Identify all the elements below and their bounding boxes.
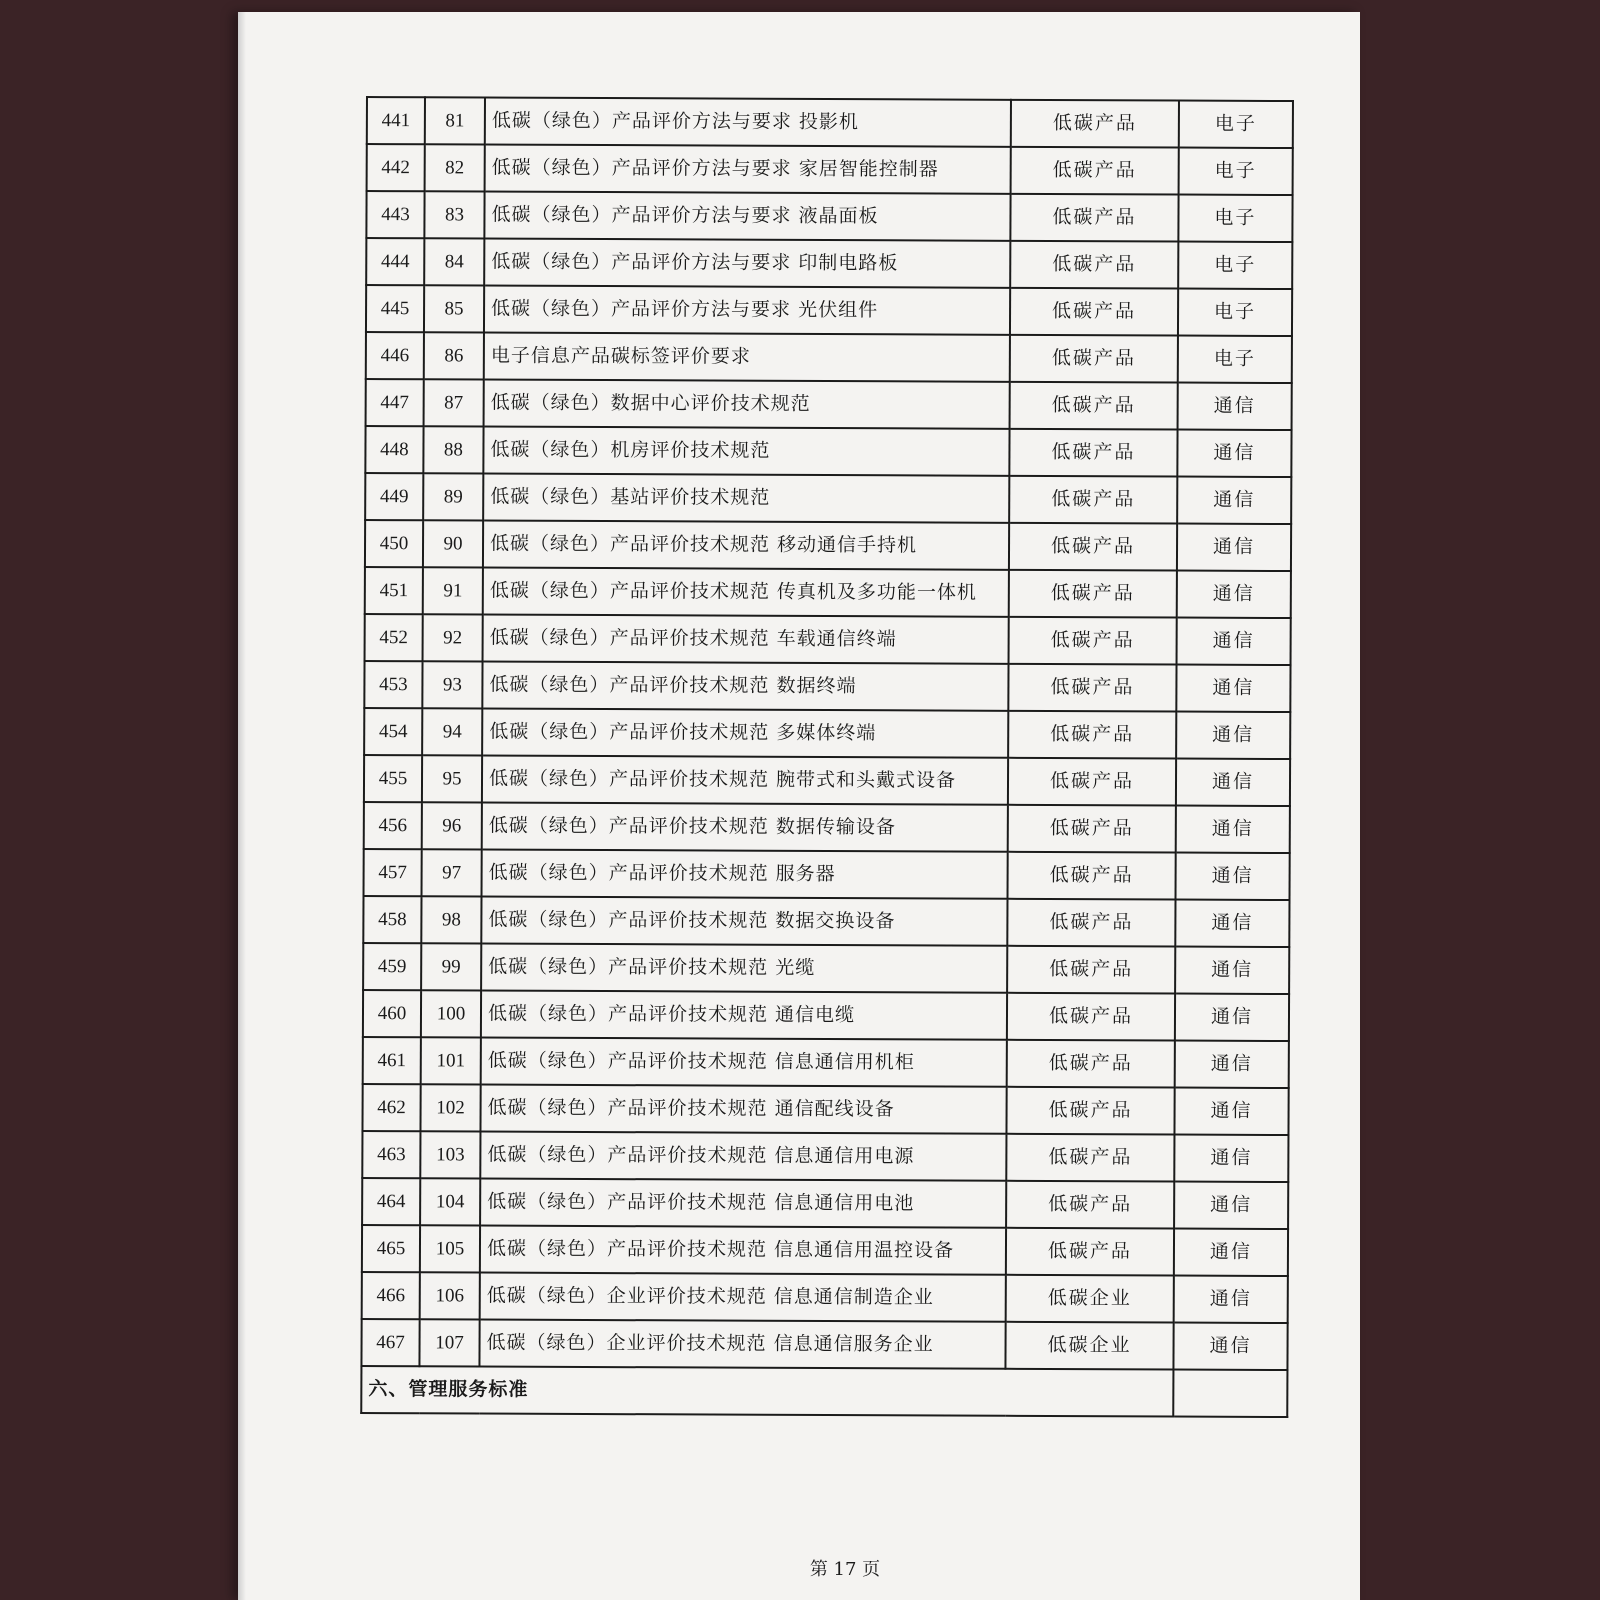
row-number-cell: 447 bbox=[366, 379, 424, 426]
sequence-cell: 90 bbox=[423, 520, 483, 567]
field-cell: 通信 bbox=[1176, 759, 1290, 806]
sequence-cell: 95 bbox=[422, 755, 482, 802]
category-cell: 低碳产品 bbox=[1007, 1040, 1175, 1088]
row-number-cell: 465 bbox=[362, 1225, 420, 1272]
empty-cell bbox=[1173, 1370, 1287, 1417]
field-cell: 通信 bbox=[1174, 1276, 1288, 1323]
row-number-cell: 458 bbox=[363, 896, 421, 943]
sequence-cell: 82 bbox=[425, 144, 485, 191]
sequence-cell: 92 bbox=[423, 614, 483, 661]
row-number-cell: 452 bbox=[365, 614, 423, 661]
row-number-cell: 441 bbox=[367, 97, 425, 144]
row-number-cell: 454 bbox=[364, 708, 422, 755]
sequence-cell: 100 bbox=[421, 990, 481, 1037]
field-cell: 通信 bbox=[1176, 806, 1290, 853]
field-cell: 通信 bbox=[1174, 1135, 1288, 1182]
category-cell: 低碳产品 bbox=[1006, 1181, 1174, 1229]
row-number-cell: 444 bbox=[366, 238, 424, 285]
field-cell: 通信 bbox=[1177, 430, 1291, 477]
row-number-cell: 449 bbox=[365, 473, 423, 520]
field-cell: 通信 bbox=[1174, 1182, 1288, 1229]
field-cell: 通信 bbox=[1177, 571, 1291, 618]
section-heading: 六、管理服务标准 bbox=[361, 1366, 1173, 1417]
table-row bbox=[367, 97, 1293, 148]
sequence-cell: 87 bbox=[424, 379, 484, 426]
row-number-cell: 459 bbox=[363, 943, 421, 990]
row-number-cell: 464 bbox=[362, 1178, 420, 1225]
category-cell: 低碳产品 bbox=[1011, 147, 1179, 195]
category-cell: 低碳企业 bbox=[1005, 1322, 1173, 1370]
table-row bbox=[365, 473, 1291, 524]
table-row bbox=[366, 238, 1292, 289]
standard-title-cell: 低碳（绿色）产品评价技术规范 信息通信用电池 bbox=[480, 1179, 1006, 1228]
table-row bbox=[365, 567, 1291, 618]
row-number-cell: 455 bbox=[364, 755, 422, 802]
category-cell: 低碳产品 bbox=[1008, 852, 1176, 900]
table-body bbox=[361, 97, 1293, 1417]
sequence-cell: 101 bbox=[421, 1037, 481, 1084]
row-number-cell: 448 bbox=[365, 426, 423, 473]
row-number-cell: 460 bbox=[363, 990, 421, 1037]
table-row bbox=[365, 426, 1291, 477]
row-number-cell: 466 bbox=[362, 1272, 420, 1319]
standard-title-cell: 低碳（绿色）产品评价技术规范 通信配线设备 bbox=[480, 1085, 1006, 1134]
table-row bbox=[366, 191, 1292, 242]
category-cell: 低碳企业 bbox=[1006, 1275, 1174, 1323]
table-row bbox=[364, 708, 1290, 759]
standard-title-cell: 低碳（绿色）产品评价技术规范 移动通信手持机 bbox=[483, 521, 1009, 570]
category-cell: 低碳产品 bbox=[1010, 241, 1178, 289]
field-cell: 通信 bbox=[1177, 477, 1291, 524]
sequence-cell: 99 bbox=[421, 943, 481, 990]
row-number-cell: 450 bbox=[365, 520, 423, 567]
standard-title-cell: 低碳（绿色）产品评价方法与要求 投影机 bbox=[485, 98, 1011, 147]
sequence-cell: 84 bbox=[424, 238, 484, 285]
row-number-cell: 442 bbox=[367, 144, 425, 191]
standards-table bbox=[360, 96, 1294, 1418]
sequence-cell: 102 bbox=[420, 1084, 480, 1131]
field-cell: 通信 bbox=[1175, 1041, 1289, 1088]
field-cell: 电子 bbox=[1178, 195, 1292, 242]
field-cell: 通信 bbox=[1174, 1088, 1288, 1135]
standard-title-cell: 低碳（绿色）产品评价方法与要求 光伏组件 bbox=[484, 286, 1010, 335]
table-row bbox=[365, 520, 1291, 571]
table-row bbox=[362, 1084, 1288, 1135]
field-cell: 通信 bbox=[1176, 665, 1290, 712]
category-cell: 低碳产品 bbox=[1007, 946, 1175, 994]
standard-title-cell: 低碳（绿色）产品评价技术规范 数据交换设备 bbox=[481, 897, 1007, 946]
standard-title-cell: 低碳（绿色）产品评价技术规范 腕带式和头戴式设备 bbox=[482, 756, 1008, 805]
row-number-cell: 463 bbox=[362, 1131, 420, 1178]
sequence-cell: 88 bbox=[423, 426, 483, 473]
row-number-cell: 456 bbox=[364, 802, 422, 849]
field-cell: 电子 bbox=[1179, 148, 1293, 195]
sequence-cell: 107 bbox=[419, 1319, 479, 1366]
standard-title-cell: 低碳（绿色）企业评价技术规范 信息通信服务企业 bbox=[479, 1320, 1005, 1369]
sequence-cell: 94 bbox=[422, 708, 482, 755]
category-cell: 低碳产品 bbox=[1008, 758, 1176, 806]
sequence-cell: 96 bbox=[422, 802, 482, 849]
category-cell: 低碳产品 bbox=[1008, 711, 1176, 759]
sequence-cell: 105 bbox=[420, 1225, 480, 1272]
standard-title-cell: 低碳（绿色）基站评价技术规范 bbox=[483, 474, 1009, 523]
sequence-cell: 97 bbox=[422, 849, 482, 896]
category-cell: 低碳产品 bbox=[1010, 335, 1178, 383]
standard-title-cell: 低碳（绿色）产品评价方法与要求 液晶面板 bbox=[484, 192, 1010, 241]
sequence-cell: 85 bbox=[424, 285, 484, 332]
table-row bbox=[366, 379, 1292, 430]
category-cell: 低碳产品 bbox=[1008, 805, 1176, 853]
field-cell: 通信 bbox=[1177, 524, 1291, 571]
category-cell: 低碳产品 bbox=[1010, 382, 1178, 430]
standard-title-cell: 低碳（绿色）产品评价方法与要求 家居智能控制器 bbox=[485, 145, 1011, 194]
standard-title-cell: 低碳（绿色）产品评价技术规范 服务器 bbox=[482, 850, 1008, 899]
standard-title-cell: 低碳（绿色）产品评价技术规范 通信电缆 bbox=[481, 991, 1007, 1040]
standard-title-cell: 低碳（绿色）产品评价技术规范 传真机及多功能一体机 bbox=[483, 568, 1009, 617]
sequence-cell: 93 bbox=[422, 661, 482, 708]
page-number: 第 17 页 bbox=[809, 1559, 881, 1580]
standard-title-cell: 低碳（绿色）产品评价技术规范 车载通信终端 bbox=[483, 615, 1009, 664]
field-cell: 通信 bbox=[1175, 994, 1289, 1041]
sequence-cell: 83 bbox=[424, 191, 484, 238]
table-row bbox=[364, 755, 1290, 806]
section-heading-row bbox=[361, 1366, 1287, 1417]
table-row bbox=[367, 144, 1293, 195]
row-number-cell: 457 bbox=[364, 849, 422, 896]
sequence-cell: 103 bbox=[420, 1131, 480, 1178]
standard-title-cell: 电子信息产品碳标签评价要求 bbox=[484, 333, 1010, 382]
field-cell: 电子 bbox=[1178, 242, 1292, 289]
field-cell: 通信 bbox=[1176, 712, 1290, 759]
standard-title-cell: 低碳（绿色）产品评价技术规范 信息通信用机柜 bbox=[481, 1038, 1007, 1087]
row-number-cell: 445 bbox=[366, 285, 424, 332]
table-row bbox=[361, 1319, 1287, 1370]
field-cell: 通信 bbox=[1177, 618, 1291, 665]
standard-title-cell: 低碳（绿色）企业评价技术规范 信息通信制造企业 bbox=[480, 1273, 1006, 1322]
category-cell: 低碳产品 bbox=[1009, 476, 1177, 524]
field-cell: 通信 bbox=[1174, 1229, 1288, 1276]
category-cell: 低碳产品 bbox=[1009, 429, 1177, 477]
field-cell: 通信 bbox=[1175, 947, 1289, 994]
category-cell: 低碳产品 bbox=[1007, 993, 1175, 1041]
row-number-cell: 443 bbox=[366, 191, 424, 238]
sequence-cell: 91 bbox=[423, 567, 483, 614]
standard-title-cell: 低碳（绿色）产品评价技术规范 信息通信用温控设备 bbox=[480, 1226, 1006, 1275]
category-cell: 低碳产品 bbox=[1006, 1134, 1174, 1182]
table-row bbox=[363, 896, 1289, 947]
standard-title-cell: 低碳（绿色）产品评价技术规范 信息通信用电源 bbox=[480, 1132, 1006, 1181]
table-row bbox=[362, 1178, 1288, 1229]
field-cell: 电子 bbox=[1179, 101, 1293, 148]
standard-title-cell: 低碳（绿色）数据中心评价技术规范 bbox=[484, 380, 1010, 429]
sequence-cell: 89 bbox=[423, 473, 483, 520]
category-cell: 低碳产品 bbox=[1008, 664, 1176, 712]
standards-table-container bbox=[360, 96, 1292, 1418]
standard-title-cell: 低碳（绿色）机房评价技术规范 bbox=[483, 427, 1009, 476]
standard-title-cell: 低碳（绿色）产品评价技术规范 光缆 bbox=[481, 944, 1007, 993]
category-cell: 低碳产品 bbox=[1007, 899, 1175, 947]
sequence-cell: 98 bbox=[421, 896, 481, 943]
standard-title-cell: 低碳（绿色）产品评价方法与要求 印制电路板 bbox=[484, 239, 1010, 288]
row-number-cell: 461 bbox=[363, 1037, 421, 1084]
sequence-cell: 106 bbox=[420, 1272, 480, 1319]
table-row bbox=[363, 990, 1289, 1041]
standard-title-cell: 低碳（绿色）产品评价技术规范 多媒体终端 bbox=[482, 709, 1008, 758]
field-cell: 通信 bbox=[1175, 900, 1289, 947]
table-row bbox=[366, 332, 1292, 383]
table-row bbox=[366, 285, 1292, 336]
category-cell: 低碳产品 bbox=[1010, 194, 1178, 242]
category-cell: 低碳产品 bbox=[1006, 1087, 1174, 1135]
row-number-cell: 467 bbox=[361, 1319, 419, 1366]
field-cell: 通信 bbox=[1178, 383, 1292, 430]
table-row bbox=[362, 1131, 1288, 1182]
sequence-cell: 86 bbox=[424, 332, 484, 379]
field-cell: 电子 bbox=[1178, 336, 1292, 383]
category-cell: 低碳产品 bbox=[1009, 570, 1177, 618]
field-cell: 电子 bbox=[1178, 289, 1292, 336]
page-binding-edge bbox=[238, 12, 246, 1600]
table-row bbox=[364, 849, 1290, 900]
table-row bbox=[364, 661, 1290, 712]
row-number-cell: 462 bbox=[362, 1084, 420, 1131]
standard-title-cell: 低碳（绿色）产品评价技术规范 数据传输设备 bbox=[482, 803, 1008, 852]
sequence-cell: 104 bbox=[420, 1178, 480, 1225]
table-row bbox=[362, 1225, 1288, 1276]
category-cell: 低碳产品 bbox=[1009, 523, 1177, 571]
table-row bbox=[363, 943, 1289, 994]
table-row bbox=[365, 614, 1291, 665]
row-number-cell: 451 bbox=[365, 567, 423, 614]
row-number-cell: 453 bbox=[364, 661, 422, 708]
field-cell: 通信 bbox=[1173, 1323, 1287, 1370]
field-cell: 通信 bbox=[1176, 853, 1290, 900]
table-row bbox=[362, 1272, 1288, 1323]
category-cell: 低碳产品 bbox=[1011, 100, 1179, 148]
category-cell: 低碳产品 bbox=[1006, 1228, 1174, 1276]
category-cell: 低碳产品 bbox=[1010, 288, 1178, 336]
sequence-cell: 81 bbox=[425, 97, 485, 144]
category-cell: 低碳产品 bbox=[1009, 617, 1177, 665]
standard-title-cell: 低碳（绿色）产品评价技术规范 数据终端 bbox=[482, 662, 1008, 711]
table-row bbox=[364, 802, 1290, 853]
row-number-cell: 446 bbox=[366, 332, 424, 379]
table-row bbox=[363, 1037, 1289, 1088]
